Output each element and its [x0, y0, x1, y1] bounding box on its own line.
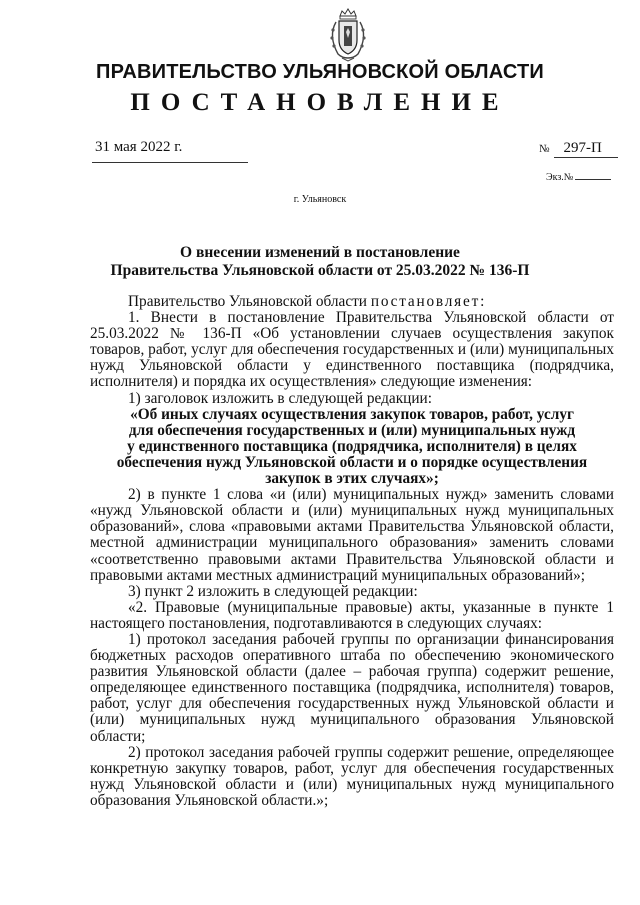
document-number: 297-П: [554, 140, 618, 158]
subitem-3: 3) пункт 2 изложить в следующей редакции:: [128, 582, 418, 600]
resolves-word: постановляет:: [370, 293, 487, 310]
government-name: ПРАВИТЕЛЬСТВО УЛЬЯНОВСКОЙ ОБЛАСТИ: [96, 61, 544, 83]
subject-line-1: О внесении изменений в постановление: [180, 244, 460, 261]
document-city: г. Ульяновск: [293, 194, 347, 205]
copy-number-block: [546, 172, 611, 183]
coat-of-arms-icon: [324, 8, 372, 62]
number-sign: №: [539, 143, 550, 155]
new-paragraph-2: «2. Правовые (муниципальные правовые) акты, указанные в пункте 1 настоящего постановления, подготавливаются в следующих случаях:: [90, 598, 614, 632]
document-date: 31 мая 2022 г.: [95, 139, 183, 155]
subitem-2: 2) в пункте 1 слова «и (или) муниципальных нужд» заменить словами «нужд Ульяновской области и (или) муниципальных нужд муниципальных образований», слова «правовыми актами Правительства Ульяновской области, местной администрации муниципального образования» заменить словами «соответственно правовыми актами Правительства Ульяновской области и правовыми актами местных администраций муниципальных образований»;: [90, 486, 614, 584]
case-2: 2) протокол заседания рабочей группы содержит решение, определяющее конкретную закупку товаров, работ, услуг для обеспечения государственных нужд Ульяновской области и (или) муниципальных нужд муниципального образования Ульяновской области.»;: [90, 743, 614, 809]
copy-label: Экз.№: [546, 172, 574, 183]
document-number-block: [539, 140, 618, 158]
copy-number-underline: [575, 179, 611, 180]
intro-paragraph: [90, 294, 614, 310]
item-1: 1. Внести в постановление Правительства Ульяновской области от 25.03.2022 № 136-П «Об установлении случаев осуществления закупок товаров, работ, услуг для обеспечения государственных и (или) муниципальных нужд Ульяновской области у единственного поставщика (подрядчика, исполнителя) и порядка их осуществления» следующие изменения:: [90, 309, 614, 391]
new-title-line-5: закупок в этих случаях»;: [265, 470, 439, 488]
new-title-line-3: у единственного поставщика (подрядчика, исполнителя) в целях: [127, 437, 577, 455]
intro-text: Правительство Ульяновской области: [128, 293, 371, 310]
document-type: ПОСТАНОВЛЕНИЕ: [130, 89, 510, 116]
case-1: 1) протокол заседания рабочей группы по организации финансирования бюджетных расходов оперативного штаба по обеспечению экономического развития Ульяновской области (далее – рабочая группа) содержит решение, определяющее единственного поставщика (подрядчика, исполнителя) товаров, работ, услуг для обеспечения государственных нужд Ульяновской области и (или) муниципальных нужд муниципального образования Ульяновской области;: [90, 630, 614, 745]
date-underline: [92, 162, 248, 163]
new-title-line-1: «Об иных случаях осуществления закупок товаров, работ, услуг: [130, 405, 574, 423]
document-subject: [0, 244, 640, 280]
new-title-line-2: для обеспечения государственных и (или) муниципальных нужд: [128, 421, 576, 439]
subject-line-2: Правительства Ульяновской области от 25.03.2022 № 136-П: [110, 262, 530, 279]
subitem-1: 1) заголовок изложить в следующей редакции:: [128, 389, 432, 407]
document-body: [90, 294, 614, 809]
new-title-line-4: обеспечения нужд Ульяновской области и о порядке осуществления: [116, 453, 588, 471]
